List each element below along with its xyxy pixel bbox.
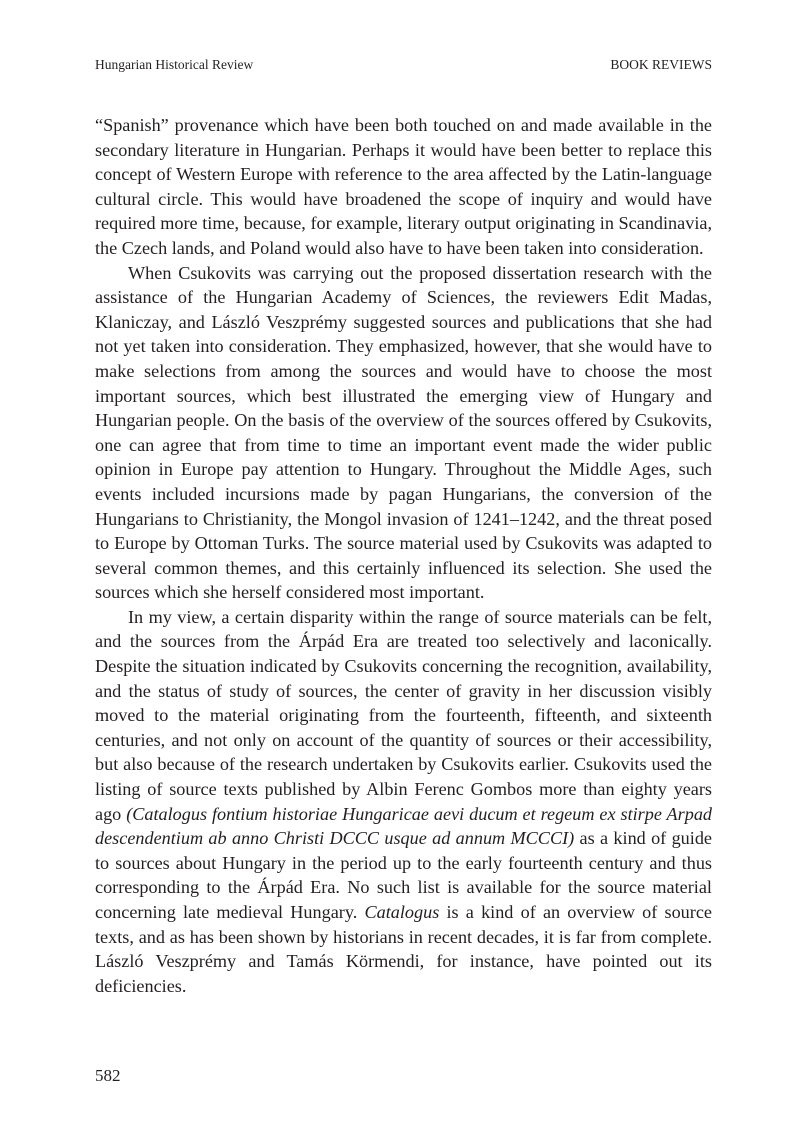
catalogus-short-title: Catalogus <box>364 902 440 922</box>
journal-title: Hungarian Historical Review <box>95 57 254 72</box>
paragraph-text: In my view, a certain disparity within the range of source materials can be felt, and the sources from the Árpád Era are treated too selectively and laconically. Despite the situation indicated by Csukovits concerning the recognition, availability, and the status of study of sources, the center of gravity in her discussion visibly moved to the material originating from the fourteenth, fifteenth, and sixteenth centuries, and not only on account of the quantity of sources or their accessibility, but also because of the research undertaken by Csukovits earlier. Csukovits used the listing of source texts published by Albin Ferenc Gombos more than eighty years ago <box>95 606 712 824</box>
running-header <box>95 57 712 77</box>
paragraph <box>95 605 712 999</box>
page-number: 582 <box>95 1066 121 1085</box>
paragraph-text: is a kind of an overview of source texts, and as has been shown by historians in recent decades, it is far from complete. László Veszprémy and Tamás Körmendi, for instance, have pointed out its deficiencies. <box>95 902 712 996</box>
paragraph: When Csukovits was carrying out the proposed dissertation research with the assistance of the Hungarian Academy of Sciences, the reviewers Edit Madas, Klaniczay, and László Veszprémy suggested sources and publications that she had not yet taken into consideration. They emphasized, however, that she would have to make selections from among the sources and would have to choose the most important sources, which best illustrated the emerging view of Hungary and Hungarian people. On the basis of the overview of the sources offered by Csukovits, one can agree that from time to time an important event made the wider public opinion in Europe pay attention to Hungary. Throughout the Middle Ages, such events included incursions made by pagan Hungarians, the conversion of the Hungarians to Christianity, the Mongol invasion of 1241–1242, and the threat posed to Europe by Ottoman Turks. The source material used by Csukovits was adapted to several common themes, and this certainly influenced its selection. She used the sources which she herself considered most important. <box>95 262 712 603</box>
article-body <box>95 113 712 998</box>
catalogus-full-title: (Catalogus fontium historiae Hungaricae aevi ducum et regeum ex stirpe Arpad descendentium ab anno Christi DCCC usque ad annum MCCCI) <box>95 803 713 849</box>
paragraph-continued: “Spanish” provenance which have been both touched on and made available in the secondary literature in Hungarian. Perhaps it would have been better to replace this concept of Western Europe with reference to the area affected by the Latin-language cultural circle. This would have broadened the scope of inquiry and would have required more time, because, for example, literary output originating in Scandinavia, the Czech lands, and Poland would also have to have been taken into consideration. <box>95 115 712 258</box>
section-title: BOOK REVIEWS <box>610 57 712 72</box>
paragraph-text: as a kind of guide to sources about Hungary in the period up to the early fourteenth century and thus corresponding to the Árpád Era. No such list is available for the source material concerning late medieval Hungary. <box>95 828 712 922</box>
